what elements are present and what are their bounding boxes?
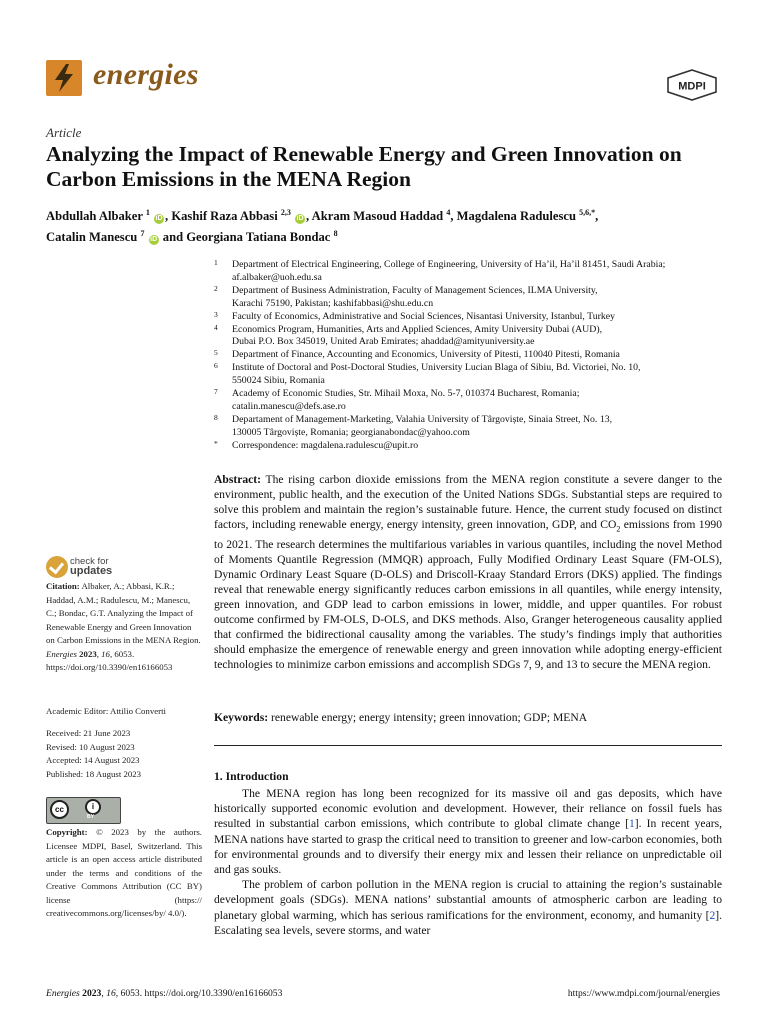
affiliation-number: 2 [214,283,218,293]
author-name[interactable]: Magdalena Radulescu [456,209,576,224]
affiliation-number: 3 [214,309,218,319]
date-published: Published: 18 August 2023 [46,768,142,779]
keywords [214,710,722,725]
citation-journal: Energies [46,648,77,659]
check-for-updates-button[interactable] [46,556,176,582]
footer-doi-link[interactable]: , 6053. https://doi.org/10.3390/en16166053 [115,988,283,999]
affiliation-item [214,440,730,453]
author-affiliation-sup: 5,6,* [579,208,596,217]
copyright-text: © 2023 by the authors. Licensee MDPI, Basel, Switzerland. This article is an open access article distributed under the terms and conditions of the Creative Commons Attribution (CC BY) license (https:// creativecommons.org/licenses/by/ 4.0/). [46,827,203,918]
citation-volume: 16 [101,648,110,659]
author-name[interactable]: Georgiana Tatiana Bondac [186,230,331,245]
keywords-label: Keywords: [214,711,269,724]
mdpi-logo [665,69,719,101]
affiliation-item [214,388,730,414]
footer-year: 2023 [82,988,102,999]
intro-p2-text-2: ]. Escalating sea levels, severe storms, and water [214,908,722,937]
affiliation-item [214,349,730,362]
copyright-block [46,826,202,921]
article-type: Article [46,125,82,140]
affiliation-line: 550024 Sibiu, Romania [232,375,325,387]
author-separator: , [165,209,172,224]
journal-name: energies [93,58,199,91]
affiliation-number: 4 [214,322,218,332]
affiliation-line: 130005 Târgoviște, Romania; georgianabondac@yahoo.com [232,426,470,438]
cc-by-license-badge[interactable] [46,797,121,824]
affiliation-number: 7 [214,387,218,397]
dates-block [46,727,202,781]
abstract-label: Abstract: [214,473,262,486]
citation-doi-link[interactable]: , 6053. https://doi.org/10.3390/en16166053 [46,648,173,672]
check-label-2: updates [70,565,113,577]
cc-icon: cc [50,800,69,819]
affiliation-number: 1 [214,258,218,267]
orcid-icon[interactable]: iD [296,215,304,223]
affiliation-item [214,285,730,311]
affiliation-line: Faculty of Economics, Administrative and Social Sciences, Nisantasi University, Istanbul, Turkey [232,310,616,322]
date-revised: Revised: 10 August 2023 [46,741,135,752]
author-affiliation-sup: 8 [333,229,338,239]
copyright-label: Copyright: [46,827,88,837]
citation-text: Albaker, A.; Abbasi, K.R.; Haddad, A.M.; Radulescu, M.; Manescu, C.; Bondac, G.T. Analyzing the Impact of Renewable Energy and Green Innovation on Carbon Emissions in the MENA Region. [46,581,201,645]
author-affiliation-sup: 7 [140,229,145,239]
affiliation-item [214,362,730,388]
author-name[interactable]: Abdullah Albaker [46,209,143,224]
citation-year: 2023 [79,648,97,659]
citation-label: Citation: [46,581,80,591]
footer-journal-url[interactable]: https://www.mdpi.com/journal/energies [567,988,720,999]
intro-p1-text-2: ]. In recent years, MENA nations have started to grasp the critical need to transition to greener and low-carbon economies, both for environmental grounds and to diversify their energy mix and lessen their reliance on unpredictable oil and gas souks. [214,817,722,877]
affiliation-number: 6 [214,361,218,371]
author-separator: , [595,209,599,224]
affiliation-number: 5 [214,348,218,358]
introduction-body [214,786,722,938]
affiliation-number: * [214,438,218,448]
author-affiliation-sup: 2,3 [280,208,291,217]
page-title: Analyzing the Impact of Renewable Energy and Green Innovation on Carbon Emissions in the MENA Region [46,142,682,191]
affiliation-line: Academy of Economic Studies, Str. Mihail Moxa, No. 5-7, 010374 Bucharest, Romania; [232,388,580,400]
date-accepted: Accepted: 14 August 2023 [46,755,140,765]
abstract-text-2: emissions from 1990 to 2021. The research determines the multifarious variables in various quantiles, including the novel Method of Moments Quantile Regression (MMQR) approach, Fully Modified Ordinary Least Square (FM-OLS), Dynamic Ordinary Least Square (D-OLS) and Driscoll-Kraay Standard Errors (DKS) applied. The findings reveal that renewable energy significantly reduces carbon emissions in all quantiles, while energy intensity, green innovation, and GDP lead to carbon emissions in lower, middle, and upper quantiles. For robust outcome confirmed by FM-OLS, D-OLS, and DKS methods. Also, Granger heterogeneous causality applied that confirmed the bidirectional causality among the variables. The study’s findings imply that authorities should emphasize the emergence of renewable energy and green innovation while adopting energy-efficient technologies to minimize carbon emissions and accomplish SDGs 7, 9, and 13 to secure the MENA region. [214,518,722,672]
affiliation-line: Department of Electrical Engineering, College of Engineering, University of Ha’il, Ha’il 81451, Saudi Arabia; [232,259,666,270]
author-name[interactable]: Akram Masoud Haddad [311,209,444,224]
intro-paragraph-1 [214,786,722,877]
abstract [214,472,722,673]
citation-link-1[interactable]: 1 [629,817,635,831]
footer-citation: Energies 2023, 16, 6053. https://doi.org/10.3390/en16166053 [46,988,283,999]
section-heading-introduction: 1. Introduction [214,770,289,783]
abstract-text-1: The rising carbon dioxide emissions from the MENA region constitute a severe danger to the environment, public health, and the execution of the United Nations SDGs. Substantial steps are required to solve this problem and maintain the region’s sustainable future. Hence, the current study focused on distinct factors, including renewable energy, energy intensity, green innovation, GDP, and CO [214,473,722,532]
author-name[interactable]: Catalin Manescu [46,230,138,245]
author-separator: , [450,209,457,224]
attribution-icon: i [85,799,101,815]
author-name[interactable]: Kashif Raza Abbasi [171,209,278,224]
publisher-label: MDPI [678,80,706,93]
affiliation-item [214,414,730,440]
abstract-subscript: 2 [616,524,621,534]
affiliation-line: Department of Business Administration, Faculty of Management Sciences, ILMA University, [232,284,598,296]
affiliation-line: Karachi 75190, Pakistan; kashifabbasi@shu.edu.cn [232,297,434,309]
affiliation-item [214,259,730,285]
intro-p1-text: The MENA region has long been recognized for its massive oil and gas deposits, which have historically supported economic evolution and development. However, their reliance on fossil fuels has resulted in substantial carbon emissions, which contribute to global climate change [ [214,787,722,831]
affiliation-line: Institute of Doctoral and Post-Doctoral Studies, University Lucian Blaga of Sibiu, Bd. Victoriei, No. 10, [232,362,641,374]
author-list [46,204,736,246]
footer-journal: Energies [46,988,80,999]
keywords-text: renewable energy; energy intensity; green innovation; GDP; MENA [271,711,588,724]
affiliation-item [214,324,730,350]
affiliation-line: af.albaker@uoh.edu.sa [232,271,322,283]
author-affiliation-sup: 1 [145,208,150,217]
academic-editor: Academic Editor: Attilio Converti [46,706,166,716]
affiliation-line: Economics Program, Humanities, Arts and Applied Sciences, Amity University Dubai (AUD), [232,323,603,335]
author-separator: , [306,209,312,224]
author-affiliation-sup: 4 [446,208,451,217]
citation-link-2[interactable]: 2 [709,908,716,922]
orcid-icon[interactable]: iD [150,236,158,244]
cc-by-label: BY [87,814,94,820]
orcid-icon[interactable]: iD [155,215,163,223]
section-divider [214,745,722,746]
intro-paragraph-2 [214,877,722,938]
citation-block: Citation: Albaker, A.; Abbasi, K.R.; Haddad, A.M.; Radulescu, M.; Manescu, C.; Bondac, G.T. Analyzing the Impact of Renewable Energy and Green Innovation on Carbon Emissions in the MENA Region. Energies 2023, 16, 6053. https://doi.org/10.3390/en16166053 [46,581,201,672]
affiliation-item [214,311,730,324]
date-received: Received: 21 June 2023 [46,728,131,738]
affiliation-line: Department of Finance, Accounting and Economics, University of Pitesti, 110040 Pitesti, Romania [232,349,620,361]
footer-volume: 16 [106,988,116,999]
check-label-1: check for [70,556,109,567]
affiliation-line: Departament of Management-Marketing, Valahia University of Târgoviște, Sinaia Street, No. 13, [232,413,613,425]
journal-logo-icon [46,60,82,96]
intro-p2-text: The problem of carbon pollution in the MENA region is crucial to attaining the region’s sustainable development goals (SDGs). MENA nations’ substantial amounts of atmospheric carbon are leading to planetary global warming, which has serious ramifications for the environment, economy, and humanity [ [214,878,722,922]
affiliation-line: catalin.manescu@defs.ase.ro [232,400,346,412]
check-icon [46,556,68,578]
affiliation-number: 8 [214,412,218,422]
affiliation-line: Correspondence: magdalena.radulescu@upit.ro [232,439,419,451]
author-separator: and [159,230,187,245]
affiliation-line: Dubai P.O. Box 345019, United Arab Emirates; ahaddad@amityuniversity.ae [232,336,535,348]
affiliation-list [214,259,730,453]
